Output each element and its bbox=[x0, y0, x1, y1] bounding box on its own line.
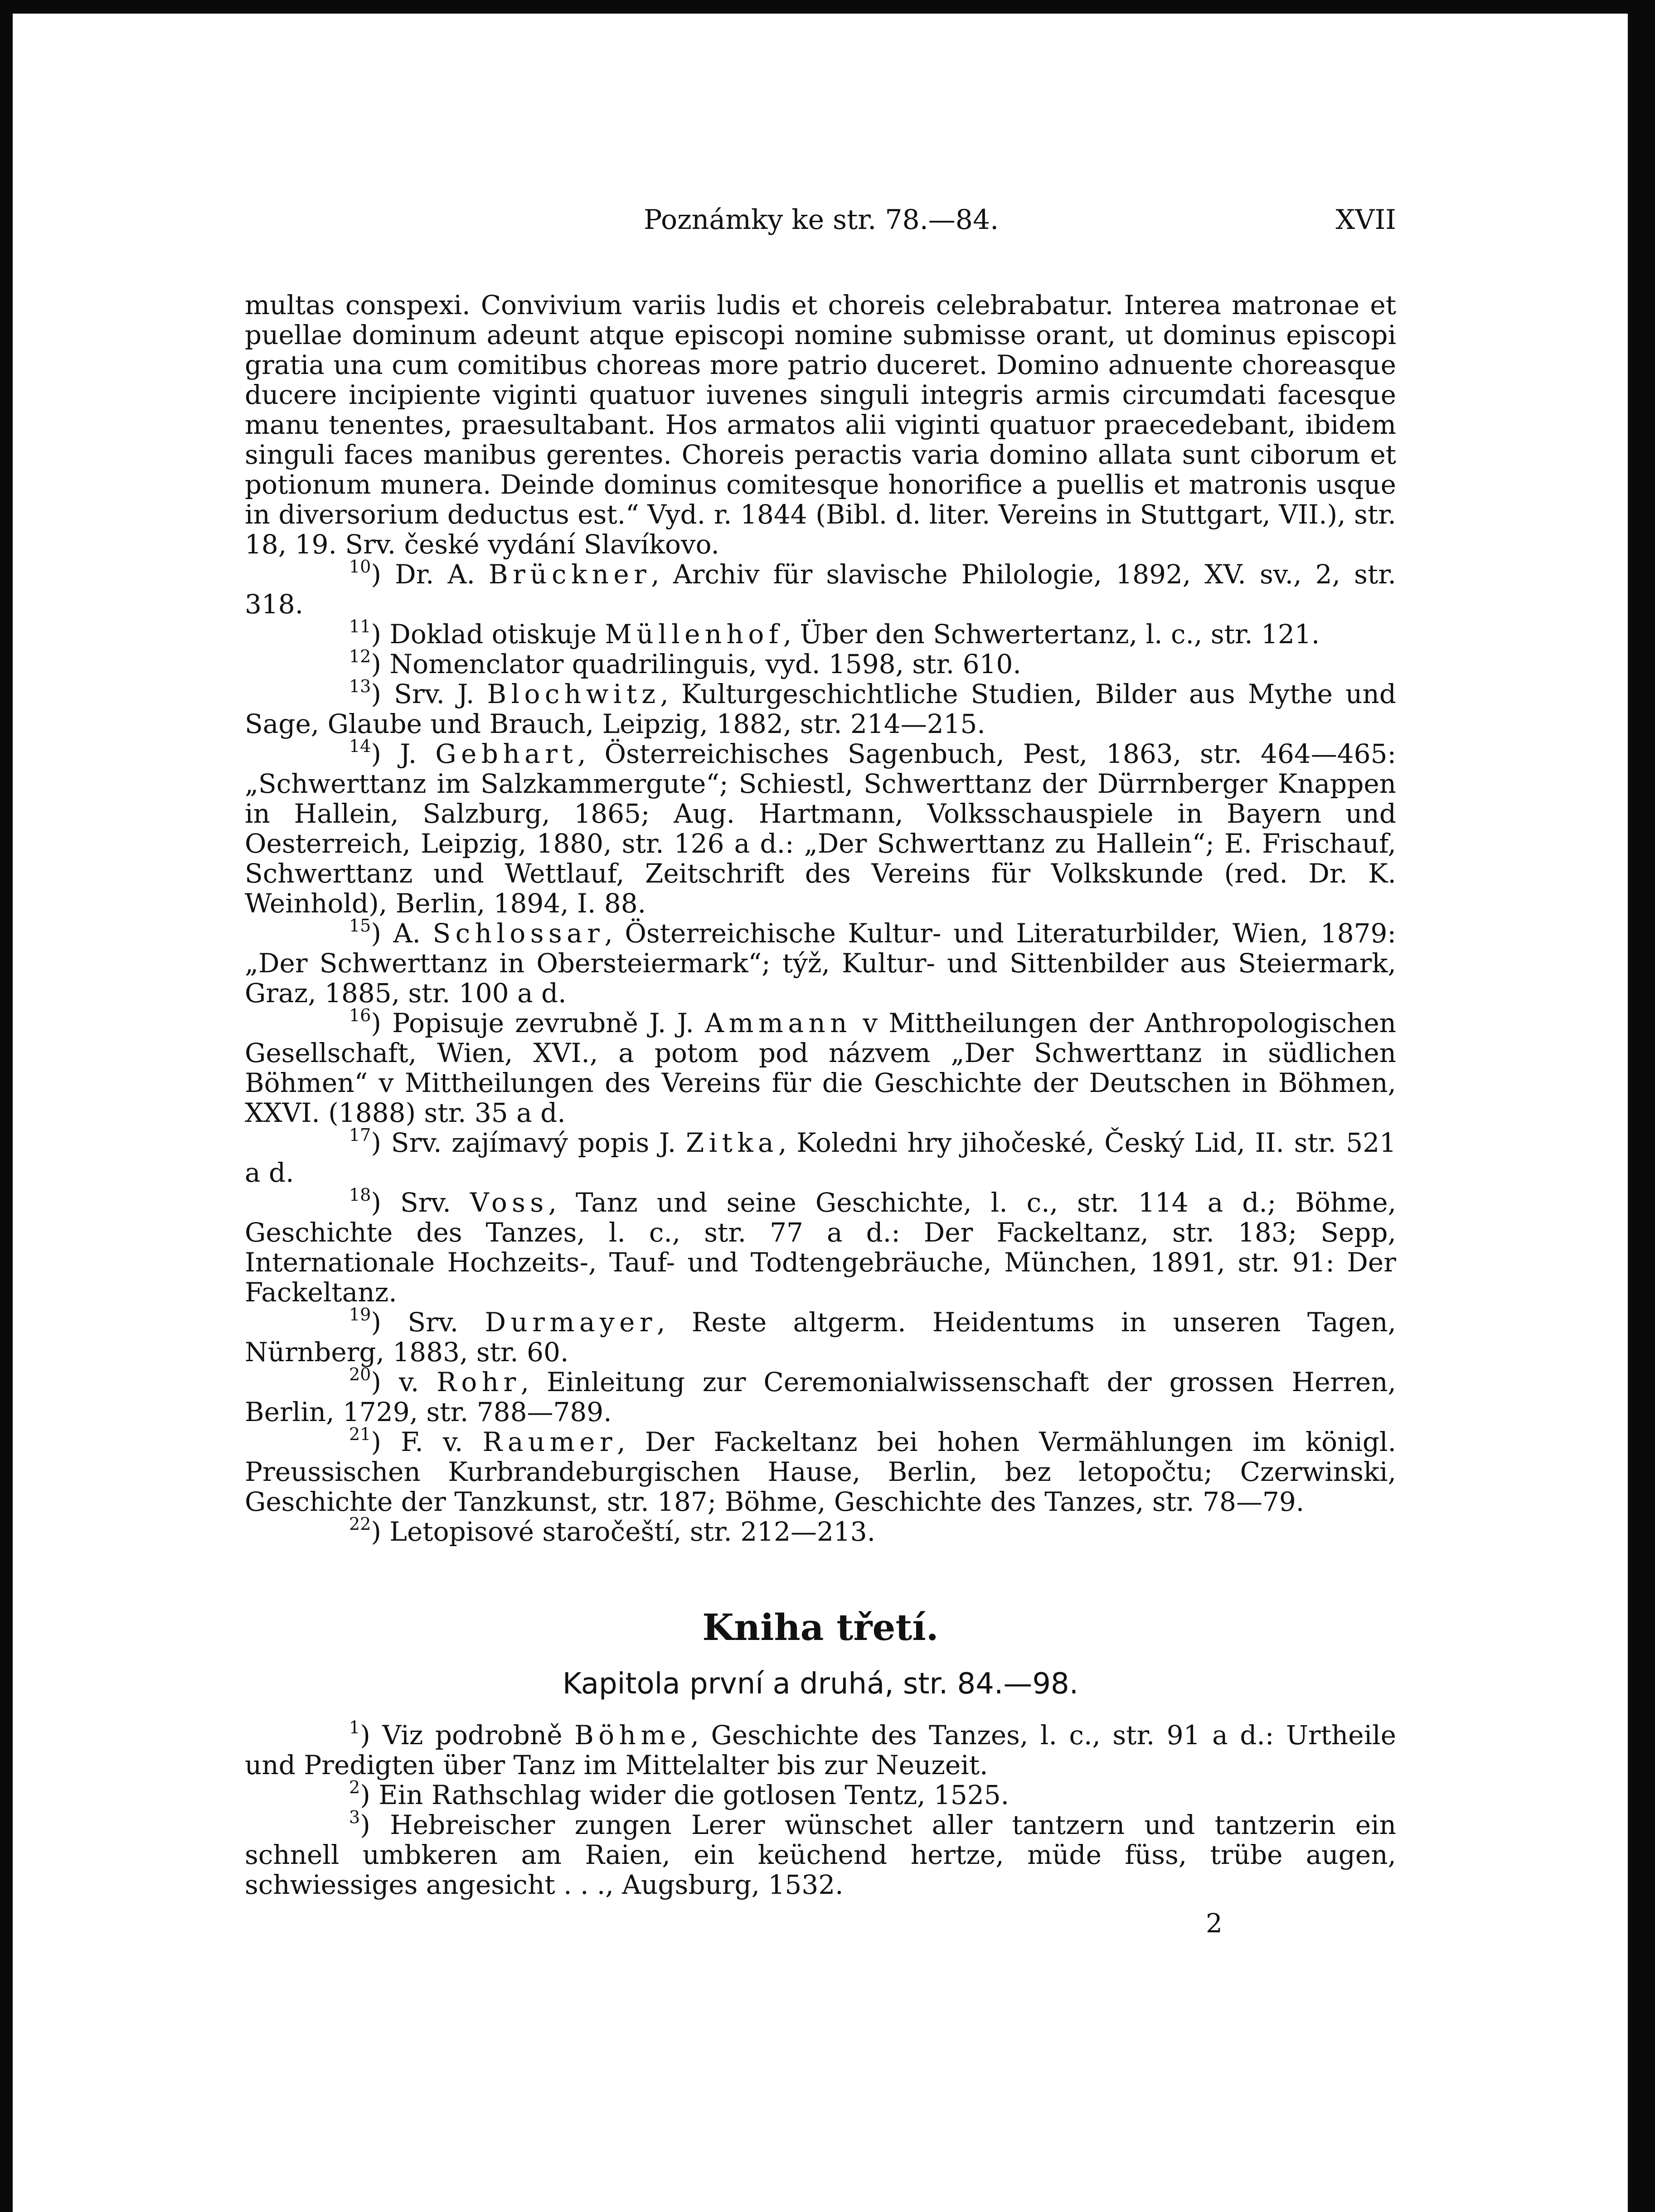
footnote-number: 16 bbox=[349, 1005, 371, 1025]
footnote-text: , Über den Schwertertanz, l. c., str. 121. bbox=[783, 619, 1320, 650]
footnote-number: 10 bbox=[349, 557, 371, 577]
footnote-text: , Koledni hry jihočeské, Český Lid, II. str. 521 a d. bbox=[245, 1127, 1397, 1188]
footnote-author: Ammann bbox=[705, 1008, 852, 1038]
footnote-author: Rohr bbox=[437, 1367, 521, 1397]
footnote-text: ) Srv. bbox=[371, 1307, 485, 1338]
footnote bbox=[245, 736, 1397, 919]
footnote-text: ) Ein Rathschlag wider die gotlosen Tentz, 1525. bbox=[360, 1780, 1010, 1810]
footnote bbox=[245, 1514, 1396, 1547]
footnote-text: ) A. bbox=[371, 918, 433, 949]
footnote-text: , Einleitung zur Ceremonialwissenschaft der grossen Herren, Berlin, 1729, str. 788—789. bbox=[245, 1367, 1396, 1427]
footnote-author: Gebhart bbox=[435, 738, 578, 769]
footnote-author: Voss bbox=[470, 1187, 548, 1218]
scan-edge-right bbox=[1628, 0, 1655, 2212]
chapter-title: Kapitola první a druhá, str. 84.—98. bbox=[562, 1667, 1079, 1701]
footnote-number: 19 bbox=[349, 1305, 371, 1324]
footnote-number: 3 bbox=[349, 1807, 360, 1827]
scan-edge-left bbox=[0, 0, 13, 2212]
page-folio: XVII bbox=[1335, 204, 1396, 236]
footnote-number: 14 bbox=[349, 736, 371, 756]
footnote-number: 11 bbox=[349, 616, 371, 636]
footnote-number: 2 bbox=[349, 1777, 360, 1797]
footnote-text: ) v. bbox=[371, 1367, 437, 1397]
footnote bbox=[245, 1125, 1397, 1188]
footnote-author: Brückner bbox=[489, 559, 651, 590]
footnote bbox=[245, 1777, 1396, 1810]
footnote-text: v Mittheilungen der Anthropologischen Gesellschaft, Wien, XVI., a potom pod názvem „Der Schwerttanz in südlichen Böhmen“ v Mittheilungen des Vereins für die Geschichte der Deutschen in Böhmen, XXVI. (1888) str. 35 a d. bbox=[245, 1008, 1396, 1128]
footnote-text: , Reste altgerm. Heidentums in unseren Tagen, Nürnberg, 1883, str. 60. bbox=[245, 1307, 1396, 1368]
footnote bbox=[245, 559, 1396, 619]
footnote-text: ) Srv. J. bbox=[371, 679, 487, 709]
footnote-number: 17 bbox=[349, 1125, 371, 1145]
footnote bbox=[245, 616, 1396, 650]
footnote bbox=[245, 918, 1396, 1008]
scan-edge-top bbox=[0, 0, 1655, 14]
footnote bbox=[245, 1005, 1396, 1128]
footnote-number: 1 bbox=[349, 1717, 360, 1737]
running-title: Poznámky ke str. 78.—84. bbox=[644, 204, 999, 236]
footnote bbox=[245, 1717, 1396, 1780]
footnote-number: 12 bbox=[349, 646, 371, 666]
footnote bbox=[245, 646, 1396, 679]
footnote-text: , Der Fackeltanz bei hohen Vermählungen im königl. Preussischen Kurbrandeburgischen Hause, Berlin, bez letopočtu; Czerwinski, Geschichte der Tanzkunst, str. 187; Böhme, Geschichte des Tanzes, str. 78—79. bbox=[245, 1426, 1397, 1517]
footnote-number: 15 bbox=[349, 916, 371, 936]
footnote-author: Müllenhof bbox=[605, 619, 783, 650]
footnote-text: ) Srv. zajímavý popis J. bbox=[371, 1127, 686, 1158]
footnote-text: ) Viz podrobně bbox=[360, 1720, 575, 1751]
footnote bbox=[245, 676, 1396, 739]
footnote-text: ) Letopisové staročeští, str. 212—213. bbox=[371, 1516, 876, 1547]
footnote-text: , Archiv für slavische Philologie, 1892, XV. sv., 2, str. 318. bbox=[245, 559, 1396, 620]
footnote-text: , Österreichische Kultur- und Literaturbilder, Wien, 1879: „Der Schwerttanz in Obersteiermark“; týž, Kultur- und Sittenbilder aus Steiermark, Graz, 1885, str. 100 a d. bbox=[245, 918, 1396, 1009]
footnote-text: ) Srv. bbox=[371, 1187, 470, 1218]
footnote-text: ) Doklad otiskuje bbox=[371, 619, 605, 650]
footnote-text: ) Hebreischer zungen Lerer wünschet aller tantzern und tantzerin ein schnell umbkeren am Raien, ein keüchend hertze, müde füss, trübe augen, schwiessiges angesicht . . ., Augsburg, 1532. bbox=[245, 1809, 1396, 1900]
signature-mark: 2 bbox=[1206, 1908, 1223, 1939]
footnote-number: 21 bbox=[349, 1424, 371, 1444]
footnote-text: ) F. v. bbox=[371, 1426, 483, 1457]
footnote bbox=[245, 1424, 1397, 1517]
footnote-text: ) Dr. A. bbox=[371, 559, 489, 590]
footnote-author: Schlossar bbox=[432, 918, 605, 949]
footnotes-block bbox=[245, 290, 1396, 1547]
footnote-author: Böhme bbox=[574, 1720, 691, 1751]
footnote-author: Raumer bbox=[482, 1426, 617, 1457]
footnote-number: 22 bbox=[349, 1514, 371, 1534]
footnote bbox=[245, 1307, 1396, 1367]
footnote bbox=[245, 1364, 1396, 1427]
footnote-author: Blochwitz bbox=[487, 679, 660, 709]
footnote-list bbox=[245, 559, 1396, 1547]
footnote-number: 18 bbox=[349, 1185, 371, 1205]
book-title: Kniha třetí. bbox=[702, 1606, 939, 1649]
footnote-text: , Tanz und seine Geschichte, l. c., str. 114 a d.; Böhme, Geschichte des Tanzes, l. c., str. 77 a d.: Der Fackeltanz, str. 183; Sepp, Internationale Hochzeits-, Tauf- und Todtengebräuche, München, 1891, str. 91: Der Fackeltanz. bbox=[245, 1187, 1397, 1308]
chapter-footnote-list bbox=[245, 1717, 1396, 1900]
footnote-number: 13 bbox=[349, 676, 371, 696]
footnote bbox=[245, 1185, 1397, 1308]
footnote-text: ) Nomenclator quadrilinguis, vyd. 1598, str. 610. bbox=[371, 649, 1021, 679]
footnote-author: Durmayer bbox=[485, 1307, 657, 1338]
footnote-text: , Kulturgeschichtliche Studien, Bilder aus Mythe und Sage, Glaube und Brauch, Leipzig, 1882, str. 214—215. bbox=[245, 679, 1396, 739]
chapter-notes-block bbox=[245, 1717, 1396, 1900]
footnote-text: , Geschichte des Tanzes, l. c., str. 91 a d.: Urtheile und Predigten über Tanz im Mittelalter bis zur Neuzeit. bbox=[245, 1720, 1396, 1780]
footnote-text: ) Popisuje zevrubně J. J. bbox=[371, 1008, 705, 1038]
footnote-text: , Österreichisches Sagenbuch, Pest, 1863, str. 464—465: „Schwerttanz im Salzkammergute“; Schiestl, Schwerttanz der Dürrnberger Knappen in Hallein, Salzburg, 1865; Aug. Hartmann, Volksschauspiele in Bayern und Oesterreich, Leipzig, 1880, str. 126 a d.: „Der Schwerttanz zu Hallein“; E. Frischauf, Schwerttanz und Wettlauf, Zeitschrift des Vereins für Volkskunde (red. Dr. K. Weinhold), Berlin, 1894, I. 88. bbox=[245, 738, 1397, 919]
running-header bbox=[245, 195, 1396, 245]
footnote-author: Zitka bbox=[685, 1127, 779, 1158]
footnote-number: 20 bbox=[349, 1364, 371, 1384]
footnote bbox=[245, 1807, 1396, 1900]
footnote-text: ) J. bbox=[371, 738, 436, 769]
footnote-continuation: multas conspexi. Convivium variis ludis et choreis celebrabatur. Interea matronae et puellae dominum adeunt atque episcopi nomine submisse orant, ut dominus episcopi gratia una cum comitibus choreas more patrio duceret. Domino adnuente choreasque ducere incipiente viginti quatuor iuvenes singuli integris armis circumdati facesque manu tenentes, praesultabant. Hos armatos alii viginti quatuor praecedebant, ibidem singuli faces manibus gerentes. Choreis peractis varia domino allata sunt ciborum et potionum munera. Deinde dominus comitesque honorifice a puellis et matronis usque in diversorium deductus est.“ Vyd. r. 1844 (Bibl. d. liter. Vereins in Stuttgart, VII.), str. 18, 19. Srv. české vydání Slavíkovo. bbox=[245, 290, 1396, 560]
